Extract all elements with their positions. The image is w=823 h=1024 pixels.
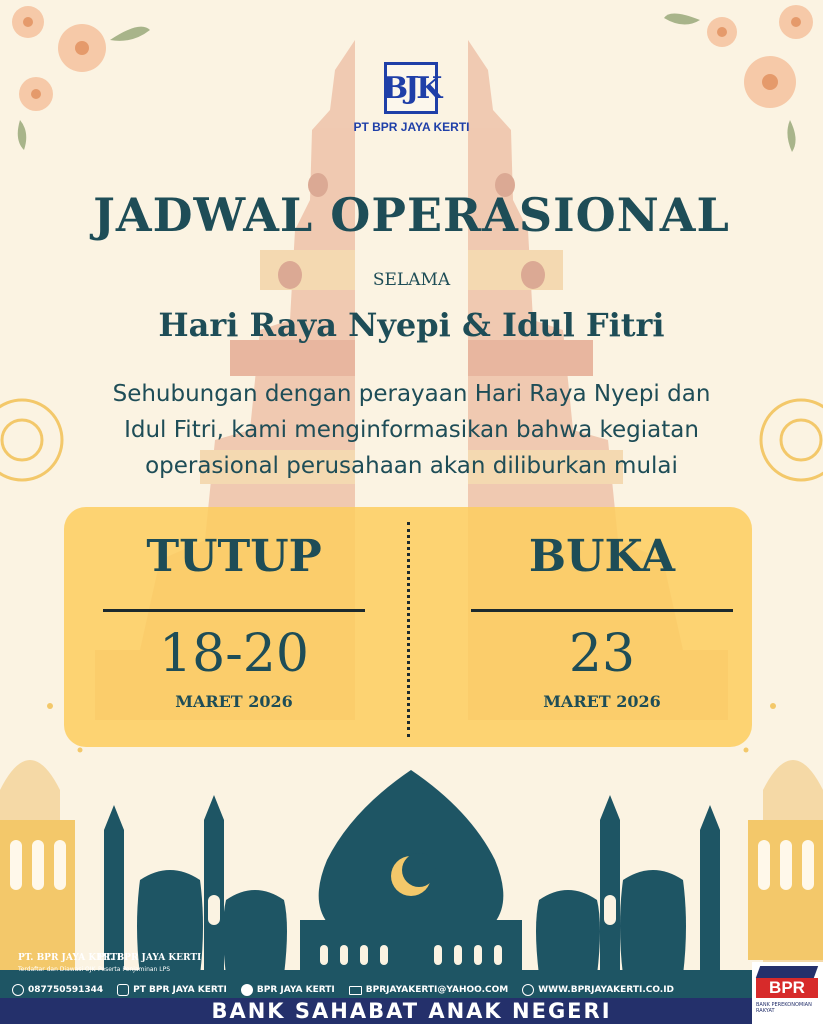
announcement-line: Sehubungan dengan perayaan Hari Raya Nyepi dan bbox=[112, 381, 711, 407]
footer-tagline: BANK SAHABAT ANAK NEGERI bbox=[211, 999, 612, 1023]
whatsapp-contact[interactable] bbox=[12, 984, 103, 996]
close-divider-line bbox=[103, 609, 365, 612]
logo-caption: PT BPR JAYA KERTI bbox=[353, 120, 470, 134]
selama-label: SELAMA bbox=[372, 270, 451, 290]
instagram-contact[interactable] bbox=[117, 984, 227, 996]
schedule-panel bbox=[64, 507, 752, 747]
announcement-line: operasional perusahaan akan diliburkan mulai bbox=[145, 453, 678, 479]
holiday-subtitle: Hari Raya Nyepi & Idul Fitri bbox=[158, 306, 665, 344]
lps-note: Peserta Penjaminan LPS bbox=[98, 966, 171, 973]
email-contact[interactable] bbox=[349, 985, 508, 995]
close-label: TUTUP bbox=[146, 531, 322, 582]
whatsapp-number: 087750591344 bbox=[28, 985, 104, 995]
open-column bbox=[462, 507, 742, 711]
close-date: 18-20 bbox=[159, 624, 309, 684]
company-logo bbox=[384, 62, 438, 114]
page-title: JADWAL OPERASIONAL bbox=[93, 188, 730, 242]
ojk-note: Terdaftar dan Diawasi OJK bbox=[18, 966, 96, 973]
instagram-icon bbox=[117, 984, 129, 996]
bpr-badge-label: BPR bbox=[756, 978, 818, 998]
facebook-icon bbox=[241, 984, 253, 996]
globe-icon bbox=[522, 984, 534, 996]
email-address: BPRJAYAKERTI@YAHOO.COM bbox=[365, 985, 509, 995]
column-divider bbox=[407, 522, 410, 737]
lps-name: PT. BPR JAYA KERTI bbox=[98, 953, 202, 963]
close-column bbox=[94, 507, 374, 711]
mail-icon bbox=[349, 986, 362, 995]
open-divider-line bbox=[471, 609, 733, 612]
bpr-badge bbox=[752, 962, 823, 1024]
bpr-badge-stripe bbox=[756, 966, 818, 978]
bpr-badge-subtext: BANK PEREKONOMIAN RAKYAT bbox=[756, 1002, 812, 1014]
logo-mark: BJK bbox=[382, 70, 440, 106]
open-month: MARET 2026 bbox=[543, 692, 661, 711]
announcement-line: Idul Fitri, kami menginformasikan bahwa kegiatan bbox=[124, 417, 699, 443]
open-date: 23 bbox=[568, 624, 636, 684]
website-url: WWW.BPRJAYAKERTI.CO.ID bbox=[538, 985, 675, 995]
ojk-name: PT. BPR JAYA KERTI bbox=[18, 953, 122, 963]
whatsapp-icon bbox=[12, 984, 24, 996]
lps-registration bbox=[98, 953, 201, 975]
open-label: BUKA bbox=[528, 531, 676, 582]
announcement-text bbox=[70, 376, 753, 484]
facebook-contact[interactable] bbox=[241, 984, 335, 996]
close-month: MARET 2026 bbox=[175, 692, 293, 711]
website-contact[interactable] bbox=[522, 984, 674, 996]
instagram-handle: PT BPR JAYA KERTI bbox=[133, 985, 227, 995]
facebook-handle: BPR JAYA KERTI bbox=[256, 985, 335, 995]
